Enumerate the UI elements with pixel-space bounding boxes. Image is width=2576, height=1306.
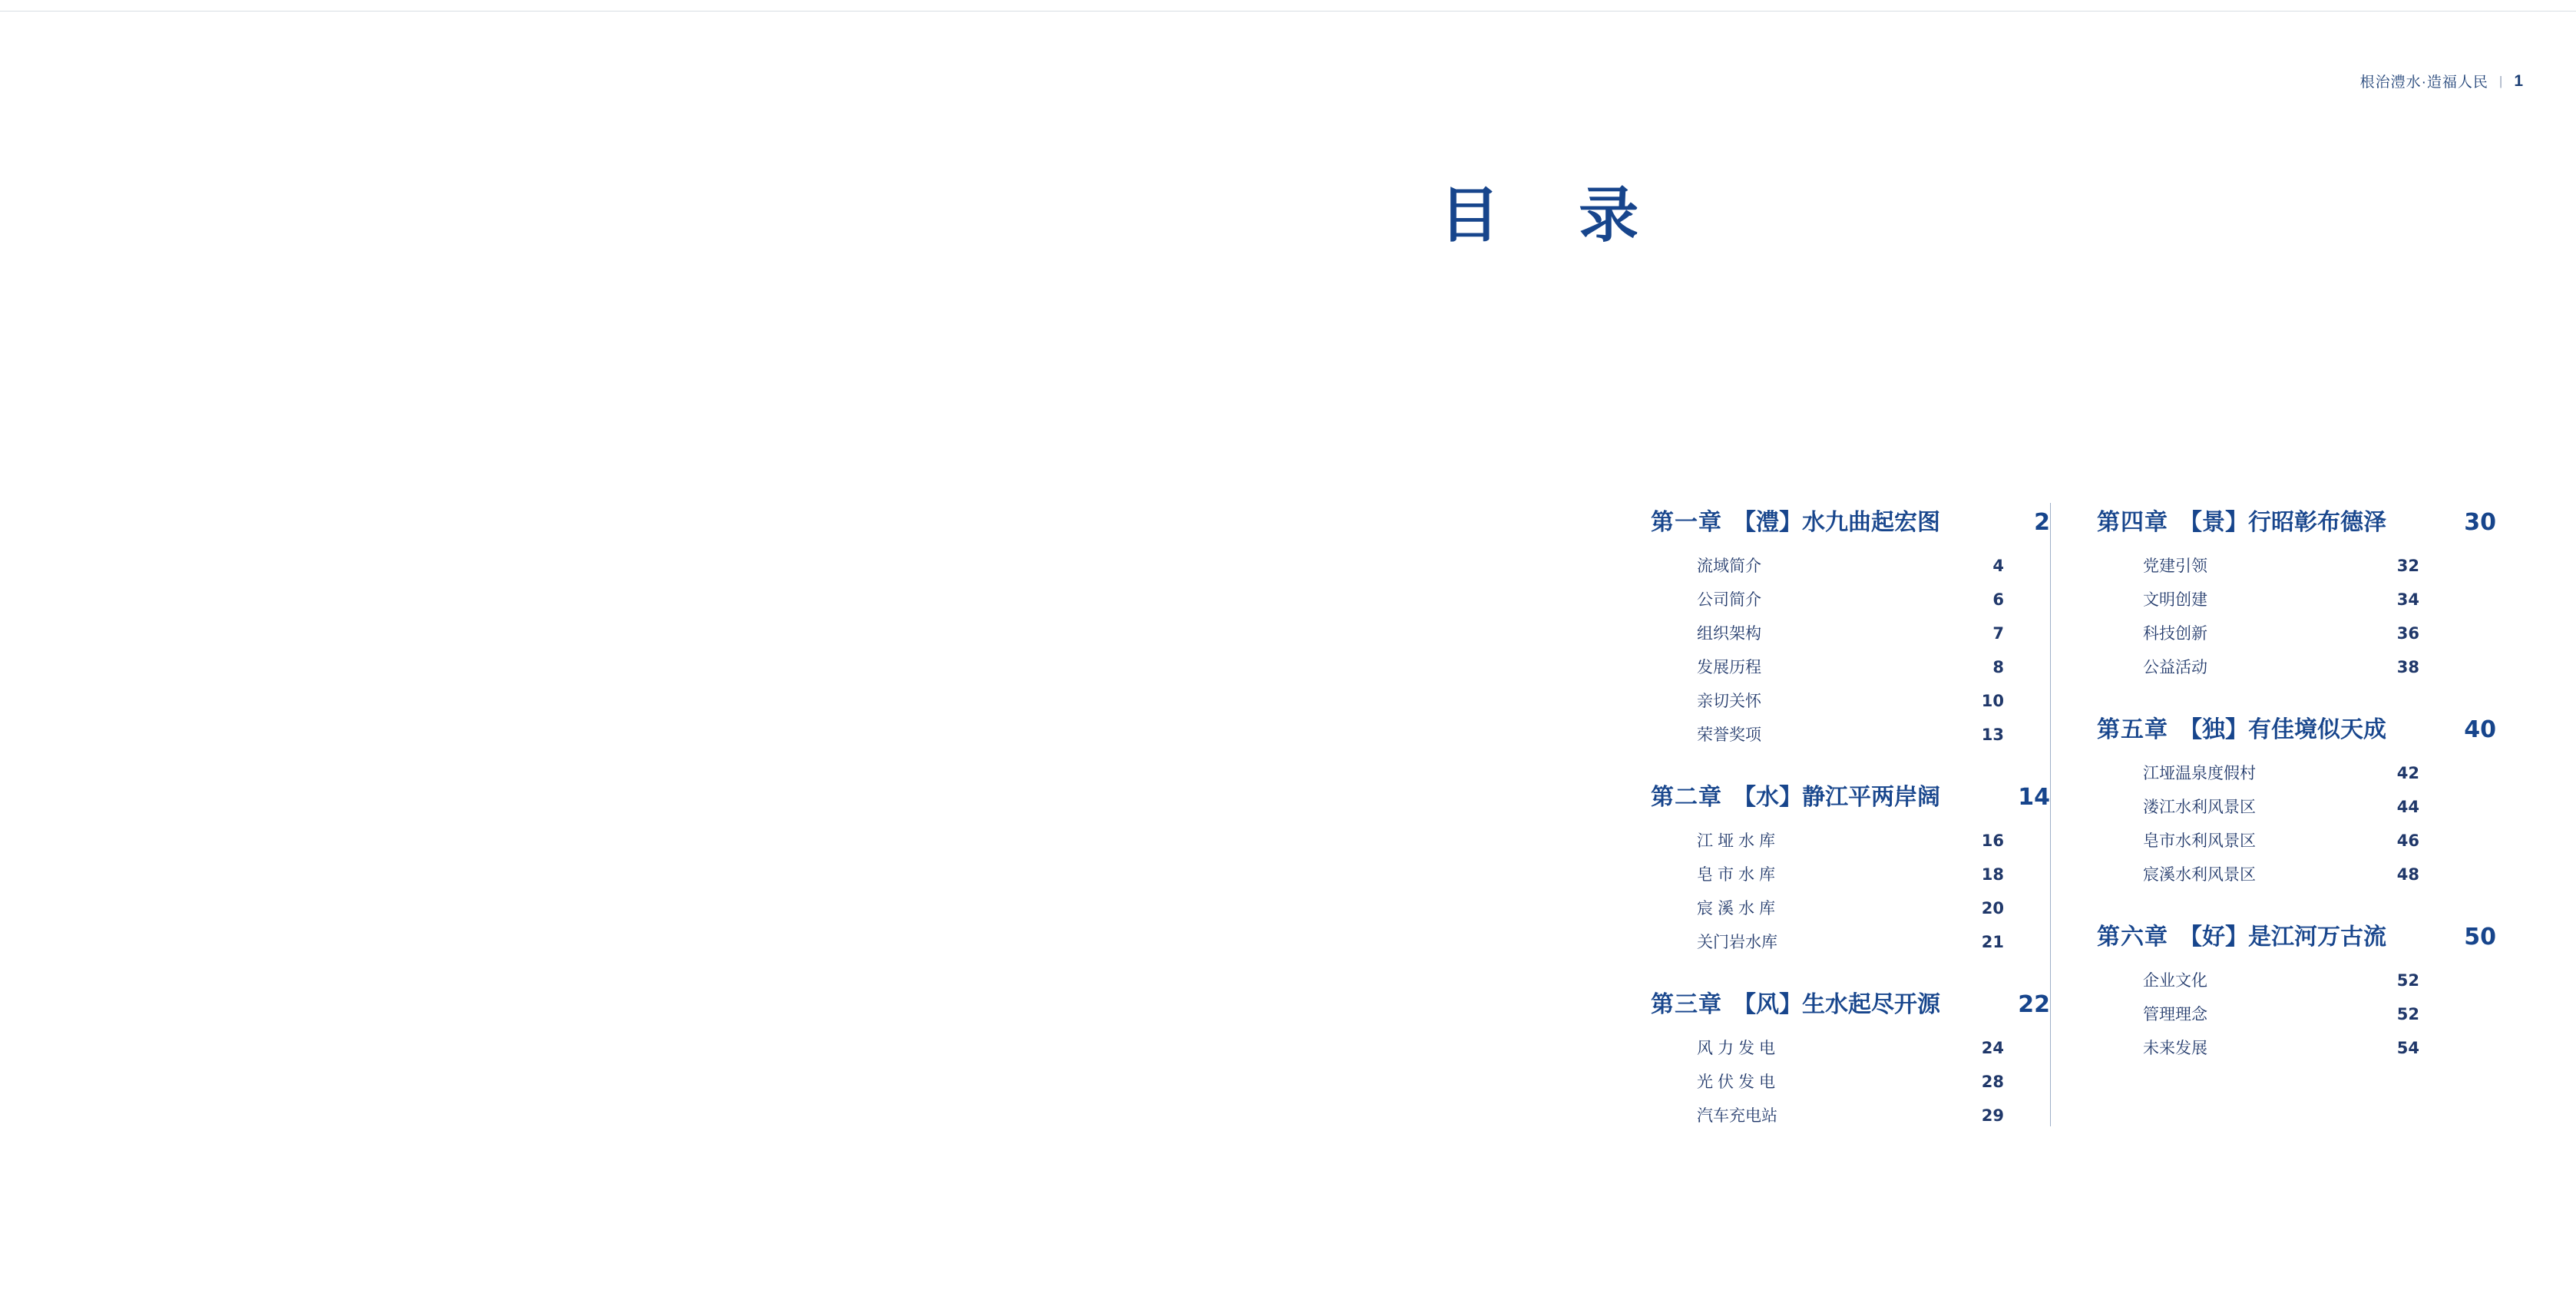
toc-chapter-page: 30 <box>2464 509 2496 536</box>
toc-entry-page: 28 <box>1981 1073 2004 1091</box>
toc-entry-title: 科技创新 <box>2143 625 2207 643</box>
toc-chapter-page: 50 <box>2464 924 2496 951</box>
toc-entry-title: 江垭温泉度假村 <box>2143 765 2256 782</box>
toc-chapter[interactable] <box>2097 503 2496 678</box>
toc-entry[interactable] <box>2143 554 2419 577</box>
toc-entry-title: 党建引领 <box>2143 557 2207 575</box>
page-title: 目 录 <box>1440 181 1668 250</box>
toc-entry-title: 文明创建 <box>2143 591 2207 609</box>
toc-entry[interactable] <box>1697 828 2004 851</box>
toc-column-right <box>2050 503 2496 1126</box>
toc-entry-title: 企业文化 <box>2143 972 2207 990</box>
toc-entry[interactable] <box>1697 689 2004 712</box>
toc-entry-page: 21 <box>1981 933 2004 951</box>
toc-chapter-number: 第二章 <box>1651 785 1722 810</box>
toc-entry-title: 汽车充电站 <box>1697 1107 1777 1125</box>
table-of-contents <box>1651 503 2511 1126</box>
toc-chapter[interactable] <box>1651 778 2050 953</box>
toc-entry-list <box>1651 554 2004 746</box>
toc-entry[interactable] <box>1697 655 2004 678</box>
toc-entry-title: 组织架构 <box>1697 625 1761 643</box>
toc-chapter-page: 22 <box>2018 991 2050 1018</box>
running-header-text: 根治澧水·造福人民 <box>2359 74 2488 91</box>
toc-entry-title: 亲切关怀 <box>1697 693 1761 710</box>
toc-entry-page: 54 <box>2396 1039 2419 1057</box>
toc-chapter-page: 14 <box>2018 784 2050 811</box>
toc-entry-page: 36 <box>2396 624 2419 643</box>
toc-chapter-heading[interactable] <box>2097 918 2496 951</box>
toc-chapter-title: 【澧】水九曲起宏图 <box>1733 510 1940 535</box>
toc-entry-title: 公司简介 <box>1697 591 1761 609</box>
toc-chapter-number: 第三章 <box>1651 992 1722 1017</box>
toc-entry-list <box>2097 554 2419 678</box>
toc-entry-title: 关门岩水库 <box>1697 934 1777 951</box>
toc-entry[interactable] <box>1697 587 2004 610</box>
toc-chapter[interactable] <box>2097 918 2496 1059</box>
toc-entry[interactable] <box>2143 587 2419 610</box>
toc-entry[interactable] <box>1697 554 2004 577</box>
toc-entry-title: 江垭水库 <box>1697 832 1780 850</box>
toc-entry-page: 34 <box>2396 590 2419 609</box>
toc-entry-page: 32 <box>2396 557 2419 575</box>
toc-entry-list <box>2097 761 2419 885</box>
toc-entry-page: 20 <box>1981 899 2004 918</box>
toc-chapter[interactable] <box>1651 503 2050 746</box>
toc-entry-title: 荣誉奖项 <box>1697 726 1761 744</box>
toc-entry-page: 52 <box>2396 1005 2419 1023</box>
toc-entry-page: 16 <box>1981 832 2004 850</box>
toc-entry-page: 13 <box>1981 726 2004 744</box>
toc-chapter-heading[interactable] <box>1651 985 2050 1019</box>
toc-entry[interactable] <box>1697 930 2004 953</box>
toc-entry-title: 管理理念 <box>2143 1006 2207 1023</box>
toc-entry-page: 10 <box>1981 692 2004 710</box>
toc-entry-page: 8 <box>1992 658 2004 676</box>
running-header-separator: | <box>2498 73 2504 88</box>
toc-chapter-heading[interactable] <box>2097 503 2496 537</box>
toc-entry[interactable] <box>2143 862 2419 885</box>
toc-entry[interactable] <box>1697 1103 2004 1126</box>
toc-entry-page: 7 <box>1992 624 2004 643</box>
toc-entry-page: 4 <box>1992 557 2004 575</box>
running-header-page-number: 1 <box>2514 71 2524 90</box>
toc-entry-page: 44 <box>2396 798 2419 816</box>
toc-entry-page: 42 <box>2396 764 2419 782</box>
toc-entry-title: 未来发展 <box>2143 1040 2207 1057</box>
toc-chapter-title: 【独】有佳境似天成 <box>2179 717 2386 742</box>
toc-entry-title: 皂市水库 <box>1697 866 1780 884</box>
toc-entry-page: 24 <box>1981 1039 2004 1057</box>
toc-entry-title: 流域简介 <box>1697 557 1761 575</box>
toc-chapter-number: 第五章 <box>2097 717 2168 742</box>
toc-entry-page: 18 <box>1981 865 2004 884</box>
toc-entry-title: 宸溪水库 <box>1697 900 1780 918</box>
toc-entry[interactable] <box>2143 795 2419 818</box>
toc-entry-list <box>2097 968 2419 1059</box>
toc-chapter-number: 第一章 <box>1651 510 1722 535</box>
toc-entry-page: 52 <box>2396 971 2419 990</box>
toc-column-left <box>1651 503 2050 1126</box>
toc-entry[interactable] <box>1697 722 2004 746</box>
toc-entry-list <box>1651 1036 2004 1126</box>
toc-chapter-page: 2 <box>2034 509 2050 536</box>
page-top-rule <box>0 11 2576 12</box>
toc-entry-page: 29 <box>1981 1106 2004 1125</box>
toc-entry-title: 皂市水利风景区 <box>2143 832 2256 850</box>
toc-entry-title: 光伏发电 <box>1697 1073 1780 1091</box>
toc-entry[interactable] <box>1697 1070 2004 1093</box>
toc-entry[interactable] <box>2143 621 2419 644</box>
toc-chapter-heading[interactable] <box>1651 778 2050 812</box>
toc-chapter-title: 【好】是江河万古流 <box>2179 924 2386 950</box>
toc-entry-page: 48 <box>2396 865 2419 884</box>
toc-chapter-heading[interactable] <box>2097 710 2496 744</box>
toc-chapter-title: 【景】行昭彰布德泽 <box>2179 510 2386 535</box>
toc-entry[interactable] <box>1697 862 2004 885</box>
toc-entry-title: 风力发电 <box>1697 1040 1780 1057</box>
toc-chapter-number: 第四章 <box>2097 510 2168 535</box>
toc-entry[interactable] <box>2143 828 2419 851</box>
toc-entry-page: 46 <box>2396 832 2419 850</box>
toc-entry-title: 公益活动 <box>2143 659 2207 676</box>
toc-entry[interactable] <box>1697 621 2004 644</box>
toc-entry-page: 38 <box>2396 658 2419 676</box>
toc-entry-title: 宸溪水利风景区 <box>2143 866 2256 884</box>
toc-chapter[interactable] <box>1651 985 2050 1126</box>
toc-chapter[interactable] <box>2097 710 2496 885</box>
toc-entry[interactable] <box>2143 655 2419 678</box>
toc-entry-title: 溇江水利风景区 <box>2143 798 2256 816</box>
toc-entry[interactable] <box>2143 968 2419 991</box>
toc-chapter-title: 【风】生水起尽开源 <box>1733 992 1940 1017</box>
toc-chapter-title: 【水】静江平两岸阔 <box>1733 785 1940 810</box>
toc-entry[interactable] <box>2143 1036 2419 1059</box>
running-header <box>2360 71 2524 91</box>
toc-entry[interactable] <box>2143 1002 2419 1025</box>
toc-entry[interactable] <box>2143 761 2419 784</box>
toc-chapter-heading[interactable] <box>1651 503 2050 537</box>
toc-chapter-page: 40 <box>2464 716 2496 743</box>
toc-entry[interactable] <box>1697 1036 2004 1059</box>
toc-chapter-number: 第六章 <box>2097 924 2168 950</box>
toc-entry-page: 6 <box>1992 590 2004 609</box>
toc-entry[interactable] <box>1697 896 2004 919</box>
toc-entry-list <box>1651 828 2004 953</box>
toc-entry-title: 发展历程 <box>1697 659 1761 676</box>
